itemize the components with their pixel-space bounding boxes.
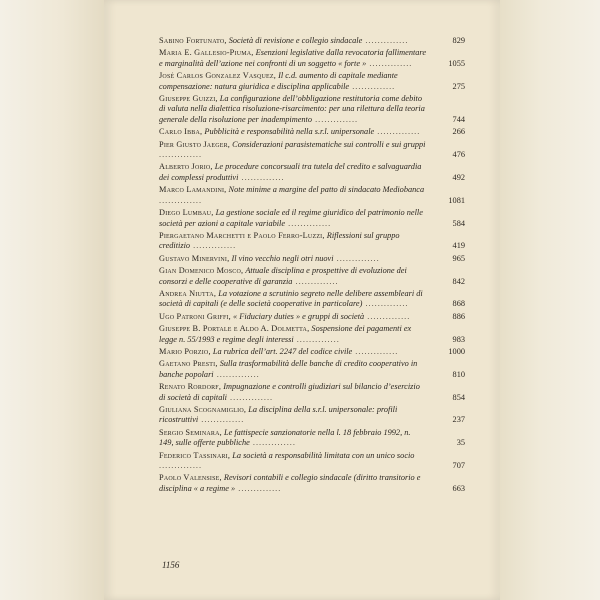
toc-leader-dots: .............. — [159, 461, 203, 471]
toc-author: Maria E. Gallesio-Piuma, — [159, 48, 254, 58]
toc-entry — [159, 254, 465, 264]
toc-entry-text — [159, 405, 431, 426]
toc-author: Gian Domenico Mosco, — [159, 266, 244, 276]
toc-leader-dots: .............. — [238, 172, 285, 182]
toc-leader-dots: .............. — [362, 36, 409, 45]
toc-title: Il c.d. aumento di capitale mediante compensazione: natura giuridica e disciplina applicabile — [159, 71, 398, 91]
toc-entry-text — [159, 473, 431, 494]
toc-entry-text — [159, 428, 431, 449]
toc-leader-dots: .............. — [249, 438, 296, 448]
toc-title: Revisori contabili e collegio sindacale (diritto transitorio e disciplina « a regime » — [159, 473, 421, 493]
toc-entry-text — [159, 231, 431, 252]
toc-title: Pubblicità e responsabilità nella s.r.l. unipersonale — [204, 127, 375, 137]
toc-entry — [159, 405, 465, 426]
toc-entry-text — [159, 48, 431, 69]
toc-page-number: 829 — [452, 36, 465, 45]
toc-title: La disciplina della s.r.l. unipersonale: profili ricostruttivi — [159, 405, 398, 425]
toc-page-number: 707 — [452, 461, 465, 471]
toc-entry-text — [159, 382, 431, 403]
toc-entry-text — [159, 94, 431, 125]
toc-entry — [159, 428, 465, 449]
toc-title: La gestione sociale ed il regime giuridico del patrimonio nelle società per azioni a capitale variabile — [159, 208, 423, 228]
toc-entry-text — [159, 36, 431, 46]
toc-author: Andrea Niutta, — [159, 288, 217, 298]
toc-author: Renato Rordorf, — [159, 382, 222, 392]
toc-page-number: 868 — [452, 299, 465, 309]
toc-entry-text — [159, 324, 431, 345]
toc-page-number: 1000 — [448, 346, 465, 356]
toc-entry — [159, 324, 465, 345]
toc-page-number: 983 — [452, 334, 465, 344]
toc-leader-dots: .............. — [333, 253, 380, 263]
book-page — [104, 0, 500, 600]
toc-entry — [159, 185, 465, 206]
toc-entry — [159, 94, 465, 125]
toc-entry — [159, 347, 465, 357]
toc-entry-text — [159, 127, 431, 137]
toc-page-number: 419 — [452, 241, 465, 251]
toc-entry-text — [159, 254, 431, 264]
toc-author: Alberto Jorio, — [159, 162, 213, 172]
toc-page-number: 275 — [452, 81, 465, 91]
toc-title: La votazione a scrutinio segreto nelle delibere assembleari di società di capitali (e delle società cooperative in particolare) — [159, 288, 423, 309]
scan-background-left — [0, 0, 104, 600]
toc-author: Gustavo Minervini, — [159, 253, 230, 263]
toc-entry — [159, 451, 465, 472]
toc-leader-dots: .............. — [366, 58, 413, 68]
toc-title: Sulla trasformabilità delle banche di credito cooperativo in banche popolari — [159, 359, 418, 379]
toc-title: Riflessioni sul gruppo creditizio — [159, 230, 400, 251]
toc-entry — [159, 473, 465, 494]
toc-author: Giuseppe Guizzi, — [159, 94, 218, 104]
toc-title: La società a responsabilità limitata con un unico socio — [232, 450, 415, 460]
toc-leader-dots: .............. — [190, 241, 237, 251]
toc-title: Sospensione dei pagamenti ex legge n. 55/1993 e regime degli interessi — [159, 324, 412, 344]
toc-title: La configurazione dell’obbligazione restitutoria come debito di valuta nella dialettica risoluzione-risarcimento: per una rilettura della teoria generale della risoluzione per inadempimento — [159, 94, 425, 124]
toc-entry — [159, 71, 465, 92]
toc-title: Esenzioni legislative dalla revocatoria fallimentare e marginalità dell’azione nei confronti di un soggetto « forte » — [159, 48, 427, 68]
toc-leader-dots: .............. — [374, 127, 421, 137]
toc-author: José Carlos Gonzalez Vasquez, — [159, 71, 277, 81]
toc-entry — [159, 266, 465, 287]
toc-page-number: 810 — [452, 369, 465, 379]
toc-title: Note minime a margine del patto di sindacato Mediobanca — [228, 185, 425, 195]
toc-entry — [159, 36, 465, 46]
toc-entry — [159, 312, 465, 322]
toc-author: Marco Lamandini, — [159, 185, 227, 195]
toc-author: Mario Porzio, — [159, 346, 211, 356]
toc-entry — [159, 231, 465, 252]
toc-author: Piergaetano Marchetti e Paolo Ferro-Luzzi, — [159, 230, 325, 240]
toc-author: Federico Tassinari, — [159, 450, 231, 460]
toc-entry-text — [159, 312, 431, 322]
toc-entry-text — [159, 162, 431, 183]
toc-entry-text — [159, 185, 431, 206]
toc-author: Sabino Fortunato, — [159, 36, 227, 45]
toc-page-number: 266 — [452, 127, 465, 137]
toc-author: Giuliana Scognamiglio, — [159, 405, 247, 414]
toc-leader-dots: .............. — [213, 369, 260, 379]
toc-entry — [159, 382, 465, 403]
toc-author: Sergio Seminara, — [159, 427, 222, 437]
toc-entry — [159, 162, 465, 183]
toc-entry — [159, 127, 465, 137]
toc-title: « Fiduciary duties » e gruppi di società — [233, 311, 365, 321]
toc-entry-text — [159, 208, 431, 229]
toc-leader-dots: .............. — [292, 276, 339, 286]
toc-page-number: 1081 — [448, 195, 465, 205]
toc-title: Le fattispecie sanzionatorie nella l. 18 febbraio 1992, n. 149, sulle offerte pubbliche — [159, 427, 411, 448]
toc-leader-dots: .............. — [285, 218, 332, 228]
toc-page-number: 237 — [452, 415, 465, 425]
toc-leader-dots: .............. — [312, 114, 359, 124]
table-of-contents — [159, 36, 465, 496]
toc-page-number: 854 — [452, 392, 465, 402]
toc-title: Impugnazione e controlli giudiziari sul bilancio d’esercizio di società di capitali — [159, 382, 420, 402]
toc-page-number: 1055 — [448, 58, 465, 68]
toc-entry-text — [159, 71, 431, 92]
toc-author: Diego Lumbau, — [159, 208, 214, 218]
toc-title: Le procedure concorsuali tra tutela del credito e salvaguardia dei complessi produttivi — [159, 162, 422, 182]
toc-author: Carlo Ibba, — [159, 127, 203, 137]
toc-page-number: 744 — [452, 114, 465, 124]
toc-leader-dots: .............. — [235, 483, 282, 493]
toc-page-number: 476 — [452, 150, 465, 160]
scan-background-right — [500, 0, 600, 600]
toc-leader-dots: .............. — [159, 150, 203, 160]
page-folio: 1156 — [162, 560, 180, 570]
toc-page-number: 663 — [452, 483, 465, 493]
toc-page-number: 842 — [452, 276, 465, 286]
toc-page-number: 35 — [456, 438, 465, 448]
toc-entry — [159, 140, 465, 161]
toc-title: Considerazioni parasistematiche sui controlli e sui gruppi — [232, 139, 426, 149]
toc-leader-dots: .............. — [226, 392, 274, 402]
toc-title: Attuale disciplina e prospettive di evoluzione dei consorzi e delle cooperative di garanzia — [159, 266, 407, 286]
toc-leader-dots: .............. — [364, 311, 411, 321]
toc-entry — [159, 359, 465, 380]
toc-title: Società di revisione e collegio sindacale — [228, 36, 363, 45]
toc-entry-text — [159, 140, 431, 161]
toc-author: Gaetano Presti, — [159, 359, 218, 369]
toc-entry-text — [159, 289, 431, 310]
toc-entry — [159, 48, 465, 69]
toc-leader-dots: .............. — [159, 195, 203, 205]
toc-entry-text — [159, 347, 431, 357]
toc-entry-text — [159, 451, 431, 472]
toc-title: La rubrica dell’art. 2247 del codice civile — [212, 346, 353, 356]
toc-page-number: 492 — [452, 172, 465, 182]
toc-entry — [159, 289, 465, 310]
toc-leader-dots: .............. — [352, 346, 399, 356]
toc-entry — [159, 208, 465, 229]
toc-leader-dots: .............. — [198, 415, 245, 425]
toc-entry-text — [159, 266, 431, 287]
toc-entry-text — [159, 359, 431, 380]
toc-author: Pier Giusto Jaeger, — [159, 139, 231, 149]
toc-title: Il vino vecchio negli otri nuovi — [231, 253, 334, 263]
toc-author: Ugo Patroni Griffi, — [159, 311, 231, 321]
toc-page-number: 584 — [452, 218, 465, 228]
toc-leader-dots: .............. — [362, 299, 409, 309]
toc-author: Giuseppe B. Portale e Aldo A. Dolmetta, — [159, 324, 310, 334]
toc-leader-dots: .............. — [293, 334, 340, 344]
toc-leader-dots: .............. — [349, 81, 396, 91]
toc-page-number: 965 — [452, 253, 465, 263]
toc-page-number: 886 — [452, 311, 465, 321]
toc-author: Paolo Valensise, — [159, 473, 222, 483]
